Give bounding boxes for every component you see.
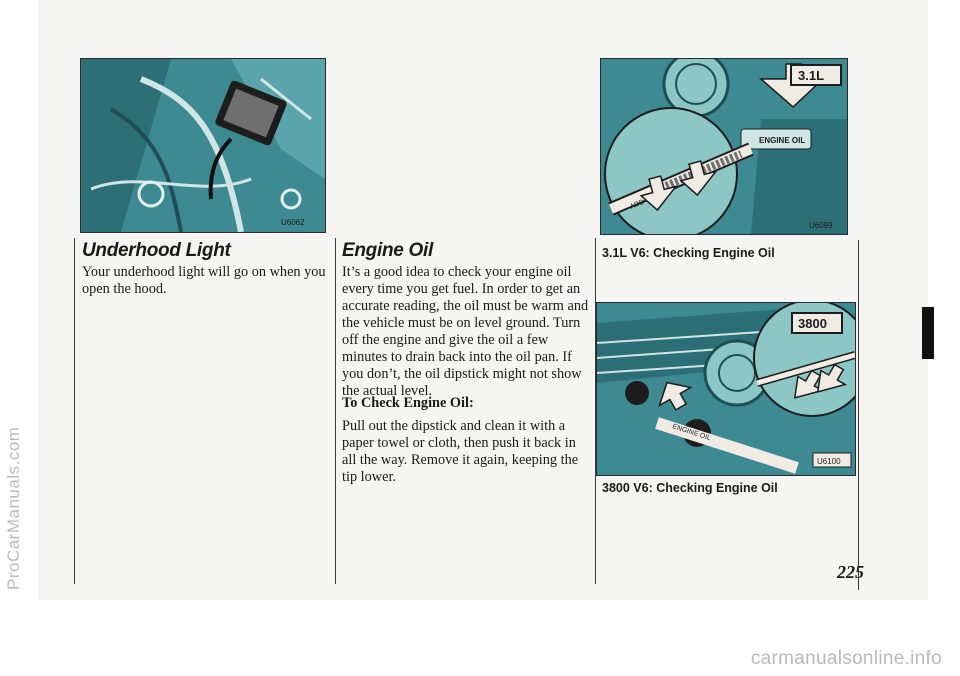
- engine-oil-intro: It’s a good idea to check your engine oil every time you get fuel. In order to get an accurate reading, the oil must be warm and the vehicle must be on level ground. Turn off the engine and give the oil a few minutes to drain back into the oil pan. If you don’t, the oil dipstick might not show the actual level.: [342, 264, 589, 399]
- engine-badge-3800-text: 3800: [798, 316, 827, 331]
- manual-page: [38, 0, 928, 600]
- figure-code-u6062: U6062: [281, 218, 305, 227]
- column-rule-far-right: [858, 240, 859, 590]
- check-oil-subheading: To Check Engine Oil:: [342, 395, 474, 411]
- section-tab: [922, 307, 934, 359]
- figure-code-u6100: U6100: [817, 457, 841, 466]
- engine-oil-31l-illustration: [601, 59, 847, 234]
- column-rule-middle: [335, 238, 336, 584]
- column-rule-right: [595, 238, 596, 584]
- engine-oil-3800-figure: [596, 302, 856, 476]
- engine-oil-label: ENGINE OIL: [759, 136, 806, 145]
- column-rule-left: [74, 238, 75, 584]
- caption-31l: 3.1L V6: Checking Engine Oil: [602, 246, 775, 260]
- underhood-light-figure: [80, 58, 326, 233]
- engine-oil-31l-figure: [600, 58, 848, 235]
- add-label: ADD: [629, 198, 646, 211]
- engine-oil-heading: Engine Oil: [342, 240, 433, 261]
- figure-code-u6099: U6099: [809, 221, 833, 230]
- footer-url: carmanualsonline.info: [750, 648, 942, 669]
- page-number: 225: [837, 562, 864, 582]
- check-oil-text: Pull out the dipstick and clean it with a paper towel or cloth, then push it back in all the way. Remove it again, keeping the tip lower.: [342, 418, 579, 485]
- engine-badge-text: 3.1L: [798, 68, 825, 83]
- underhood-light-heading: Underhood Light: [82, 240, 231, 261]
- caption-3800: 3800 V6: Checking Engine Oil: [602, 481, 778, 495]
- underhood-light-illustration: [81, 59, 325, 232]
- engine-oil-3800-illustration: [597, 303, 855, 475]
- underhood-light-text: Your underhood light will go on when you open the hood.: [82, 264, 326, 297]
- engine-oil-label-3800: ENGINE OIL: [671, 423, 712, 443]
- watermark: ProCarManuals.com: [4, 426, 23, 590]
